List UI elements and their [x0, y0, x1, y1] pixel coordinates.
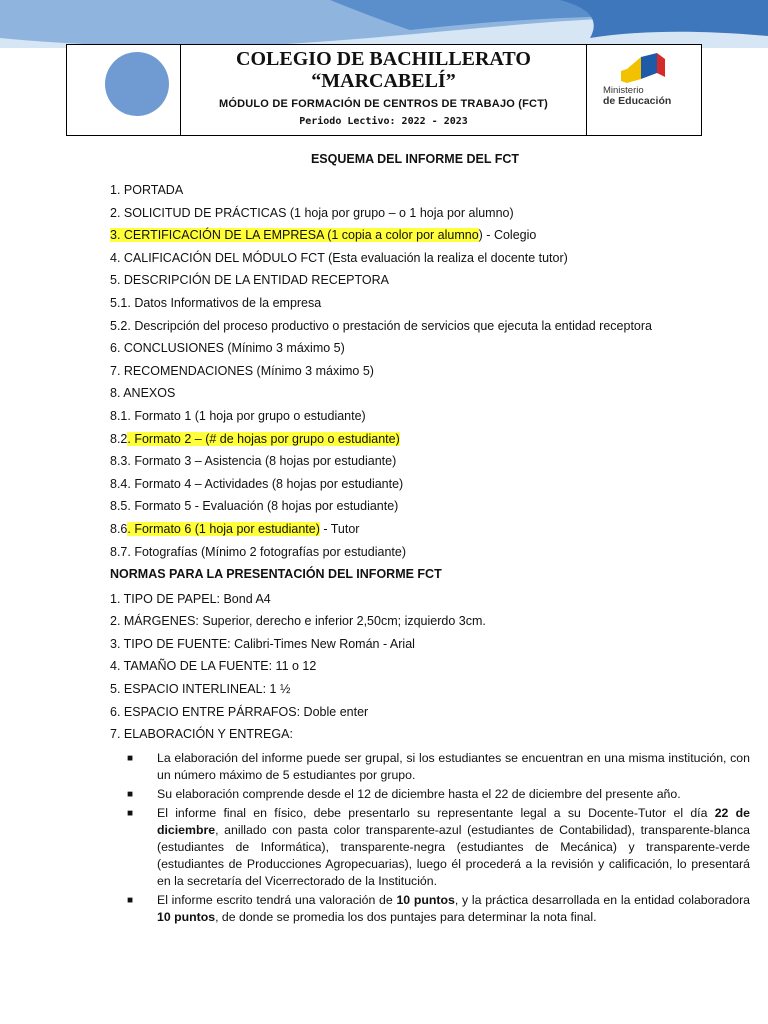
header-table: [66, 44, 702, 136]
schema-item-rest: - Tutor: [319, 521, 360, 536]
schema-item-highlight: . Formato 2 – (# de hojas por grupo o estudiante): [127, 431, 400, 446]
bullet-item: [127, 892, 750, 926]
school-logo: [105, 52, 169, 116]
schema-item: 5.2. Descripción del proceso productivo o prestación de servicios que ejecuta la entidad receptora: [110, 318, 652, 333]
schema-item: [110, 518, 720, 541]
ministry-logo-cell: [587, 45, 701, 135]
bullet-text: Su elaboración comprende desde el 12 de diciembre hasta el 22 de diciembre del presente año.: [157, 786, 681, 801]
bullet-marker-icon: ■: [127, 807, 134, 819]
schema-item: 8.7. Fotografías (Mínimo 2 fotografías por estudiante): [110, 544, 406, 559]
norm-item: 6. ESPACIO ENTRE PÁRRAFOS: Doble enter: [110, 704, 369, 719]
bullet-item: [127, 786, 750, 803]
document-title: ESQUEMA DEL INFORME DEL FCT: [310, 152, 520, 166]
schema-item: 5. DESCRIPCIÓN DE LA ENTIDAD RECEPTORA: [110, 273, 389, 288]
header-wave-decoration: [0, 0, 768, 48]
schema-item: 8.1. Formato 1 (1 hoja por grupo o estudiante): [110, 408, 366, 423]
bullet-text: , y la práctica desarrollada en la entidad colaboradora: [454, 892, 751, 907]
schema-item: [110, 224, 720, 247]
bullet-text: El informe final en físico, debe presentarlo su representante legal a su Docente-Tutor el día: [157, 805, 715, 820]
period-label: Periodo Lectivo: 2022 - 2023: [299, 116, 468, 127]
school-name-line1: COLEGIO DE BACHILLERATO: [236, 48, 531, 70]
ministry-label-line2: de Educación: [603, 95, 672, 107]
bullet-text: 22 de diciembre: [157, 805, 750, 837]
bullet-item: [127, 805, 750, 890]
schema-item: 8.3. Formato 3 – Asistencia (8 hojas por estudiante): [110, 454, 397, 469]
norm-item: 1. TIPO DE PAPEL: Bond A4: [110, 591, 271, 606]
schema-item-highlight: 3. CERTIFICACIÓN DE LA EMPRESA (1 copia a color por alumno: [110, 228, 479, 243]
bullet-text: El informe escrito tendrá una valoración de: [157, 892, 397, 907]
bullet-text: 10 puntos: [396, 892, 455, 907]
schema-item-prefix: 8.2: [110, 431, 128, 446]
schema-item: 2. SOLICITUD DE PRÁCTICAS (1 hoja por grupo – o 1 hoja por alumno): [110, 205, 514, 220]
norm-item: 4. TAMAÑO DE LA FUENTE: 11 o 12: [110, 659, 317, 674]
schema-item: 4. CALIFICACIÓN DEL MÓDULO FCT (Esta evaluación la realiza el docente tutor): [110, 250, 568, 265]
document-body: [110, 152, 751, 928]
norm-item: 7. ELABORACIÓN Y ENTREGA:: [110, 727, 293, 742]
ministry-logo-icon: [607, 49, 677, 85]
norm-item: 5. ESPACIO INTERLINEAL: 1 ½: [110, 682, 291, 697]
bullet-text: , anillado con pasta color transparente-azul (estudiantes de Contabilidad), transparente-blanca (estudiantes de Informática), transparente-negra (estudiantes de Mecánica) y transparente-verde (estudiantes de Producciones Agropecuarias), luego él procederá a la revisión y calificación, lo presentará en la secretaría del Vicerrectorado de la Institución.: [157, 822, 750, 888]
norms-list: [110, 588, 720, 746]
module-title: MÓDULO DE FORMACIÓN DE CENTROS DE TRABAJO (FCT): [218, 98, 548, 110]
header-title-cell: [181, 45, 587, 135]
schema-item: 7. RECOMENDACIONES (Mínimo 3 máximo 5): [110, 363, 374, 378]
schema-item: 8.4. Formato 4 – Actividades (8 hojas por estudiante): [110, 476, 404, 491]
norm-item: 2. MÁRGENES: Superior, derecho e inferior 2,50cm; izquierdo 3cm.: [110, 614, 486, 629]
norm-item: 3. TIPO DE FUENTE: Calibri-Times New Román - Arial: [110, 636, 415, 651]
bullet-marker-icon: ■: [127, 894, 134, 906]
schema-item: 1. PORTADA: [110, 183, 184, 197]
delivery-bullets: [110, 750, 751, 926]
bullet-text: La elaboración del informe puede ser grupal, si los estudiantes se encuentran en una misma institución, con un número máximo de 5 estudiantes por grupo.: [157, 750, 750, 782]
schema-item-rest: ) - Colegio: [478, 228, 537, 243]
schema-list: [110, 179, 720, 563]
ministry-label: [603, 85, 671, 107]
schema-item: 8.5. Formato 5 - Evaluación (8 hojas por estudiante): [110, 499, 399, 514]
schema-item: 6. CONCLUSIONES (Mínimo 3 máximo 5): [110, 341, 345, 356]
schema-item: 8. ANEXOS: [110, 386, 176, 401]
bullet-item: [127, 750, 750, 784]
schema-item-prefix: 8.6: [110, 521, 128, 536]
norms-title: NORMAS PARA LA PRESENTACIÓN DEL INFORME FCT: [110, 567, 442, 582]
bullet-text: , de donde se promedia los dos puntajes para determinar la nota final.: [215, 909, 597, 924]
school-logo-cell: [67, 45, 181, 135]
schema-item-highlight: . Formato 6 (1 hoja por estudiante): [127, 521, 320, 536]
ministry-label-line1: Ministerio: [603, 85, 644, 96]
bullet-marker-icon: ■: [127, 752, 134, 764]
bullet-text: 10 puntos: [157, 909, 216, 924]
school-name-line2: “MARCABELÍ”: [311, 70, 456, 92]
schema-item: 5.1. Datos Informativos de la empresa: [110, 295, 322, 310]
schema-item: [110, 428, 720, 451]
bullet-marker-icon: ■: [127, 788, 134, 800]
